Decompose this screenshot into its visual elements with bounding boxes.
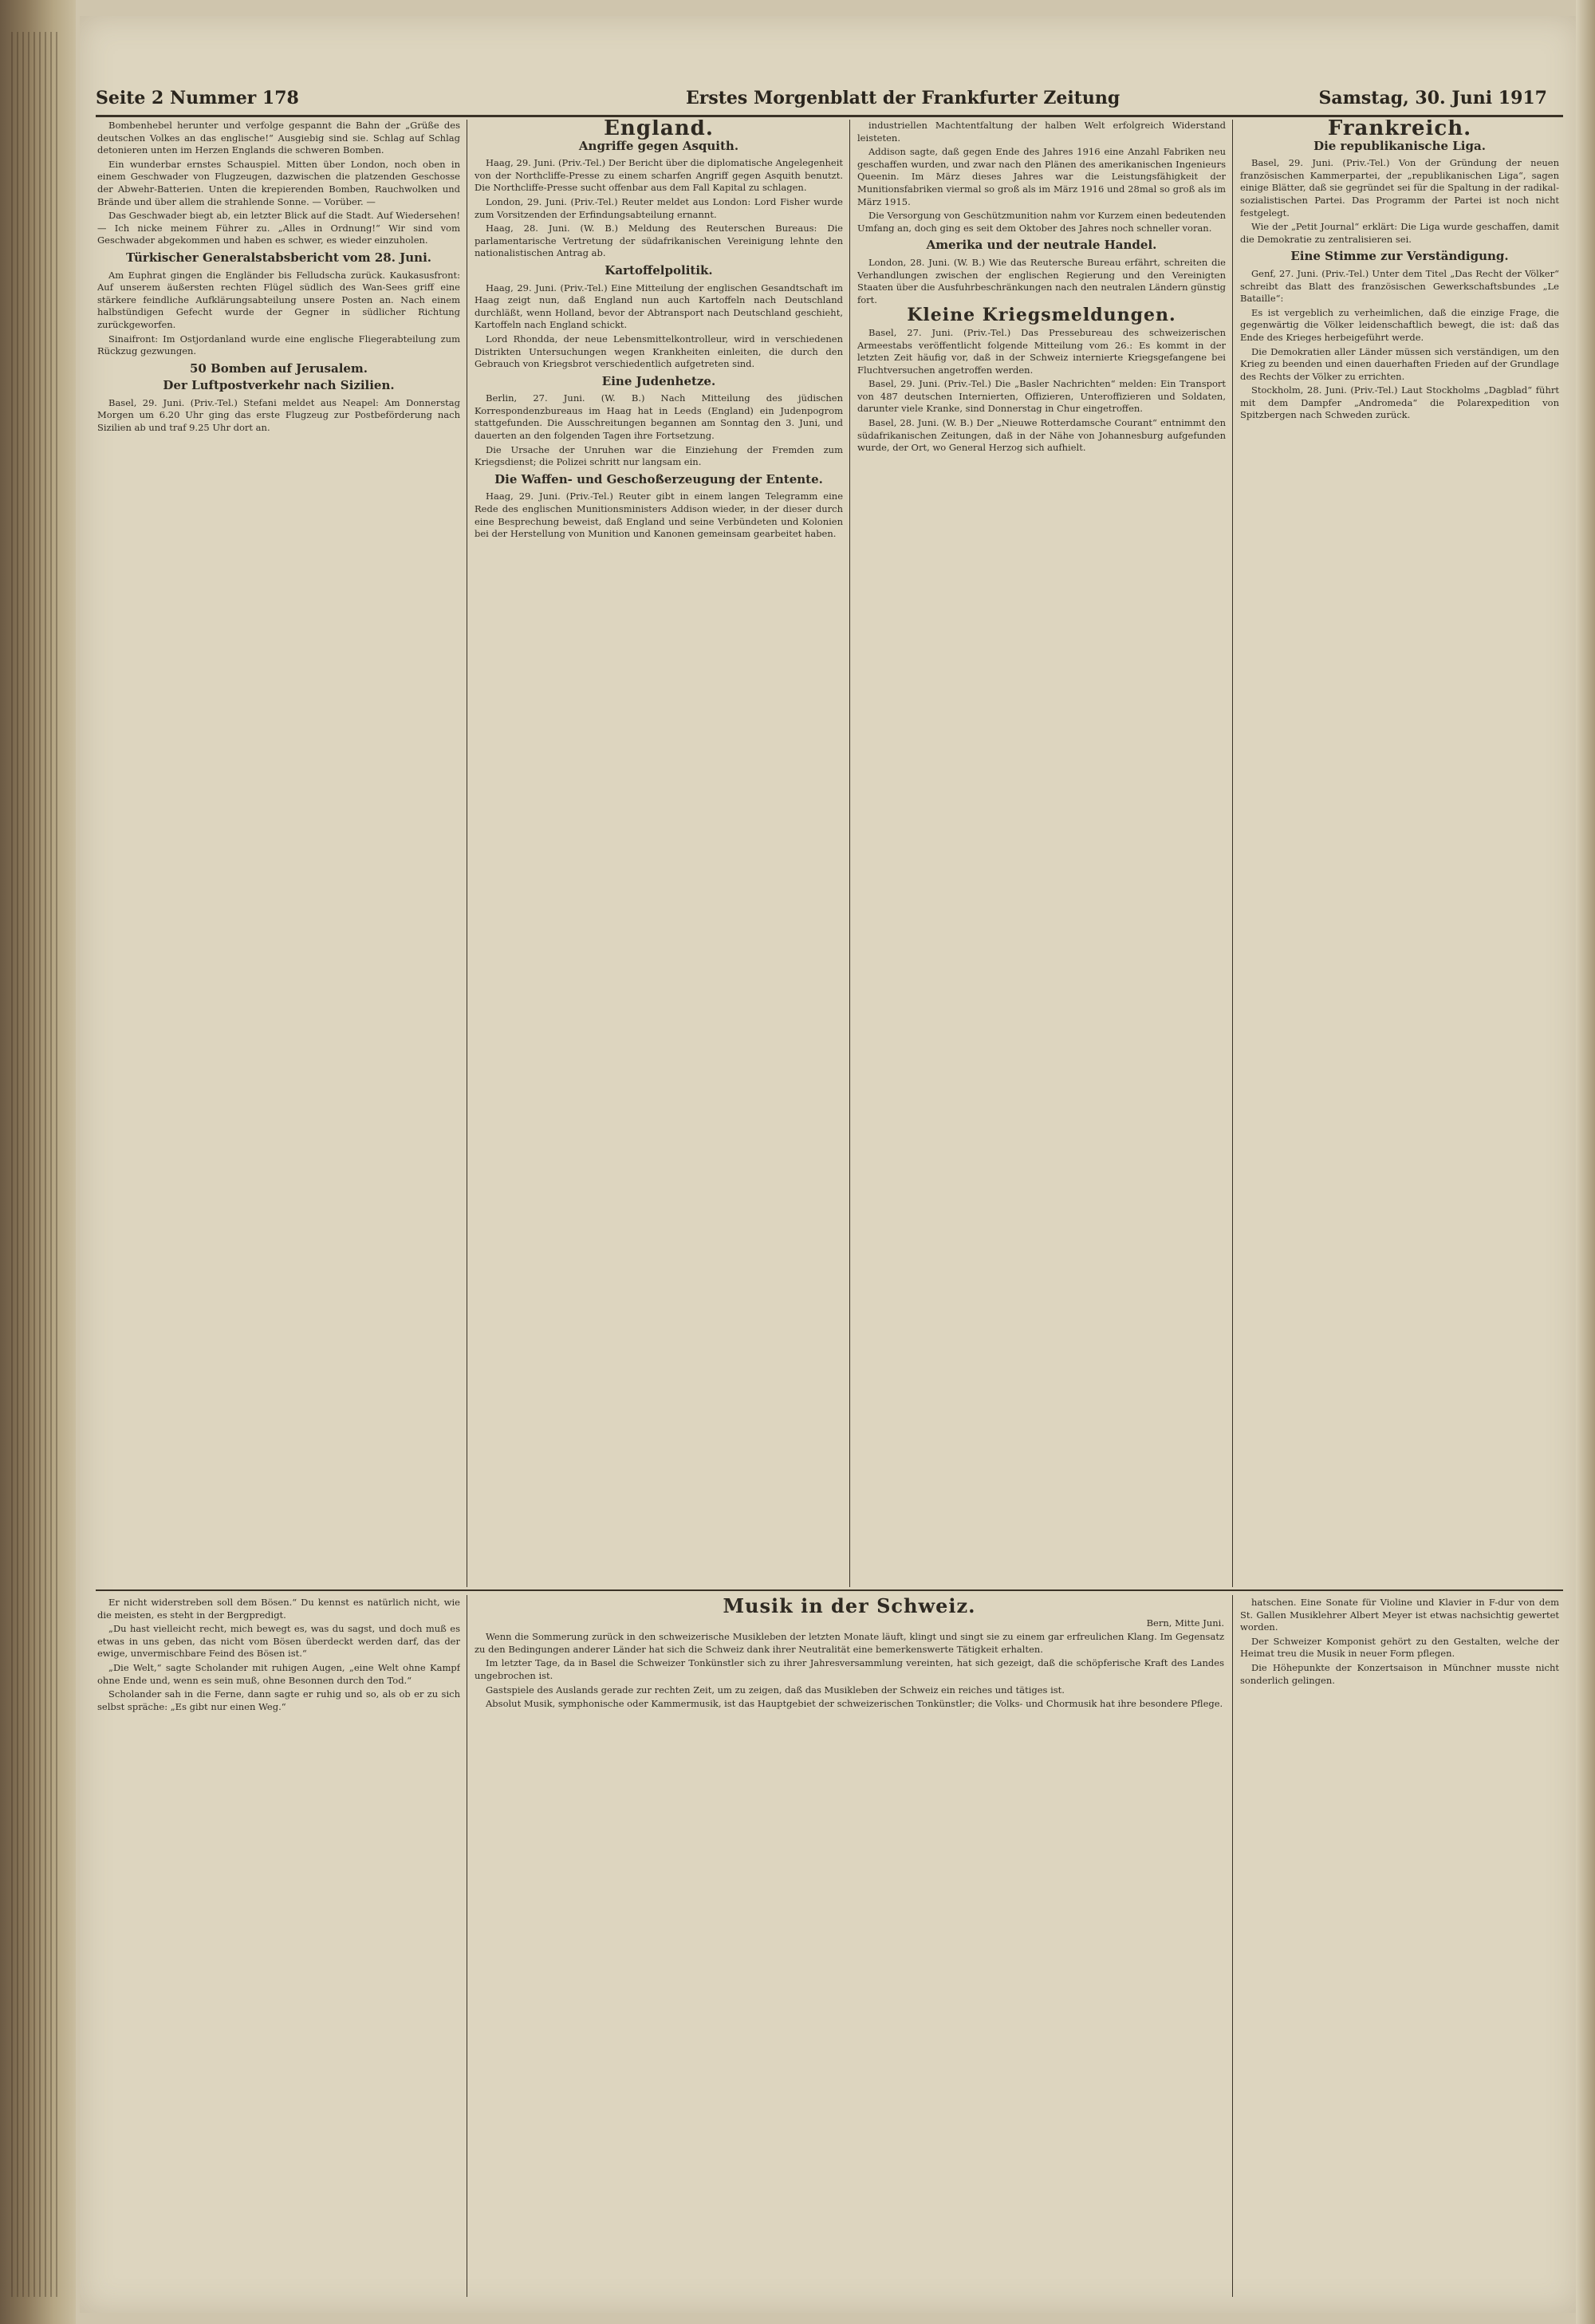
page-right-edge: [1576, 0, 1595, 2324]
article-headline: Eine Stimme zur Verständigung.: [1290, 249, 1509, 264]
column-divider: [1232, 120, 1233, 1587]
paragraph: Die Ursache der Unruhen war die Einziehung der Fremden zum Kriegsdienst; die Polizei schritt nur langsam ein.: [475, 443, 843, 468]
page-header: [96, 83, 1563, 112]
masthead: Erstes Morgenblatt der Frankfurter Zeitung: [686, 88, 1120, 108]
column-3: [857, 120, 1226, 1587]
paragraph: „Du hast vielleicht recht, mich bewegt es, was du sagst, und doch muß es etwas in uns geben, das nicht vom Bösen überdeckt werden darf, das der ewige, unvermischbare Feind des Bösen ist.“: [97, 1623, 460, 1660]
paragraph: Basel, 29. Juni. (Priv.-Tel.) Die „Basler Nachrichten“ melden: Ein Transport von 487 deutschen Internierten, Offizieren, Unteroffizieren und Soldaten, darunter viele Kranke, sind Donnerstag in Chur eingetroffen.: [857, 378, 1226, 415]
article-headline: Kartoffelpolitik.: [605, 262, 713, 278]
article-headline: Die republikanische Liga.: [1313, 138, 1486, 153]
header-rule: [96, 115, 1563, 117]
feuilleton-title: Musik in der Schweiz.: [723, 1597, 976, 1617]
article-headline: Angriffe gegen Asquith.: [578, 138, 739, 153]
column-1: [97, 120, 460, 1587]
section-title: Kleine Kriegsmeldungen.: [907, 305, 1176, 326]
paragraph: Der Schweizer Komponist gehört zu den Gestalten, welche der Heimat treu die Musik in neuer Form pflegen.: [1240, 1635, 1559, 1660]
paragraph: Bombenhebel herunter und verfolge gespannt die Bahn der „Grüße des deutschen Volkes an das englische!“ Ausgiebig sind sie. Schlag auf Schlag detonieren unten im Herzen Englands die schweren Bomben.: [97, 120, 460, 156]
paragraph: Basel, 29. Juni. (Priv.-Tel.) Von der Gründung der neuen französischen Kammerpartei, der „republikanischen Liga“, sagen einige Blätter, daß sie gegründet sei für die Spaltung in der radikal-sozialistischen Partei. Das Programm der Partei ist noch nicht festgelegt.: [1240, 157, 1559, 219]
paragraph: Haag, 28. Juni. (W. B.) Meldung des Reuterschen Bureaus: Die parlamentarische Vertretung der südafrikanischen Vereinigung lehnte den nationalistischen Antrag ab.: [475, 223, 843, 259]
paragraph: Haag, 29. Juni. (Priv.-Tel.) Der Bericht über die diplomatische Angelegenheit von der Northcliffe-Presse zu einem scharfen Angriff gegen Asquith benutzt. Die Northcliffe-Presse sucht offenbar aus dem Fall Kapital zu schlagen.: [475, 157, 843, 194]
page-number: Seite 2 Nummer 178: [96, 88, 299, 108]
paragraph: Basel, 29. Juni. (Priv.-Tel.) Stefani meldet aus Neapel: Am Donnerstag Morgen um 6.20 Uhr ging das erste Flugzeug zur Postbeförderung nach Sizilien ab und traf 9.25 Uhr dort an.: [97, 396, 460, 434]
paragraph: London, 28. Juni. (W. B.) Wie das Reutersche Bureau erfährt, schreiten die Verhandlungen zwischen der englischen Regierung und den Vereinigten Staaten über die Ausfuhrbeschränkungen nach den neutralen Ländern günstig fort.: [857, 256, 1226, 305]
paragraph: Haag, 29. Juni. (Priv.-Tel.) Eine Mitteilung der englischen Gesandtschaft im Haag zeigt nun, daß England nun auch Kartoffeln nach Deutschland durchläßt, wenn Holland, bevor der Abtransport nach Deutschland geschieht, Kartoffeln nach England schickt.: [475, 282, 843, 331]
paragraph: Es ist vergeblich zu verheimlichen, daß die einzige Frage, die gegenwärtig die Völker leidenschaftlich bewegt, die ist: daß das Ende des Krieges herbeigeführt werde.: [1240, 306, 1559, 343]
feuilleton-right: [1240, 1597, 1559, 2291]
article-headline: Der Luftpostverkehr nach Sizilien.: [163, 378, 395, 393]
paragraph: Gastspiele des Auslands gerade zur rechten Zeit, um zu zeigen, daß das Musikleben der Schweiz ein reiches und tätiges ist.: [486, 1684, 1065, 1696]
column-divider: [849, 120, 850, 1587]
paragraph: Sinaifront: Im Ostjordanland wurde eine englische Fliegerabteilung zum Rückzug gezwungen.: [97, 333, 460, 357]
paragraph: Basel, 27. Juni. (Priv.-Tel.) Das Pressebureau des schweizerischen Armeestabs veröffentlicht folgende Mitteilung vom 26.: Es kommt in der letzten Zeit häufig vor, daß in der Schweiz internierte Kriegsgefangene bei Fluchtversuchen angetroffen werden.: [857, 326, 1226, 376]
issue-date: Samstag, 30. Juni 1917: [1318, 88, 1547, 108]
feuilleton-music: [475, 1597, 1224, 2291]
article-headline: Die Waffen- und Geschoßerzeugung der Entente.: [494, 471, 823, 486]
paragraph: Die Demokratien aller Länder müssen sich verständigen, um den Krieg zu beenden und einen dauerhaften Frieden auf der Grundlage des Rechts der Völker zu errichten.: [1240, 345, 1559, 382]
paragraph: Wenn die Sommerung zurück in den schweizerische Musikleben der letzten Monate läuft, klingt und singt sie zu einem gar erfreulichen Klang. Im Gegensatz zu den Bedingungen anderer Länder hat sich die Schweiz dank ihrer Neutralität eine bemerkenswerte Tätigkeit erhalten.: [475, 1631, 1224, 1655]
column-divider: [1232, 1595, 1233, 2297]
paragraph: Am Euphrat gingen die Engländer bis Felludscha zurück. Kaukasusfront: Auf unserem äußersten rechten Flügel südlich des Wan-Sees griff eine stärkere feindliche Aufklärungsabteilung unsere Posten an. Nach einem halbstündigen Gefecht wurde der Gegner in südlicher Richtung zurückgeworfen.: [97, 269, 460, 330]
paragraph: Die Höhepunkte der Konzertsaison in Münchner musste nicht sonderlich gelingen.: [1240, 1661, 1559, 1686]
feuilleton-rule: [96, 1589, 1563, 1591]
paragraph: Wie der „Petit Journal“ erklärt: Die Liga wurde geschaffen, damit die Demokratie zu zentralisieren sei.: [1240, 221, 1559, 245]
paragraph: Das Geschwader biegt ab, ein letzter Blick auf die Stadt. Auf Wiedersehen! — Ich nicke meinem Führer zu. „Alles in Ordnung!“ Wir sind vom Geschwader abgekommen und haben es schwer, es wieder einzuholen.: [97, 210, 460, 246]
paragraph: Genf, 27. Juni. (Priv.-Tel.) Unter dem Titel „Das Recht der Völker“ schreibt das Blatt des französischen Gewerkschaftsbundes „Le Bataille“:: [1240, 267, 1559, 305]
column-4: [1240, 120, 1559, 1587]
paragraph: London, 29. Juni. (Priv.-Tel.) Reuter meldet aus London: Lord Fisher wurde zum Vorsitzenden der Erfindungsabteilung ernannt.: [475, 195, 843, 220]
column-2: [475, 120, 843, 1587]
paragraph: Addison sagte, daß gegen Ende des Jahres 1916 eine Anzahl Fabriken neu geschaffen wurden, und zwar nach den Plänen des amerikanischen Ingenieurs Queenin. Im März dieses Jahres war die Leistungsfähigkeit der Munitionsfabriken viermal so groß als im März 1916 und 28mal so groß als im März 1915.: [857, 146, 1226, 207]
paragraph: Im letzter Tage, da in Basel die Schweizer Tonkünstler sich zu ihrer Jahresversammlung vereinten, hat sich gezeigt, daß die schöpferische Kraft des Landes ungebrochen ist.: [475, 1657, 1224, 1681]
paragraph: Scholander sah in die Ferne, dann sagte er ruhig und so, als ob er zu sich selbst spräche: „Es gibt nur einen Weg.“: [97, 1688, 460, 1712]
paragraph: Berlin, 27. Juni. (W. B.) Nach Mitteilung des jüdischen Korrespondenzbureaus im Haag hat in Leeds (England) ein Judenpogrom stattgefunden. Die Ausschreitungen begannen am Sonntag den 3. Juni, und dauerten an den folgenden Tagen ihre Fortsetzung.: [475, 392, 843, 442]
section-title: Frankreich.: [1327, 120, 1472, 140]
paragraph: industriellen Machtentfaltung der halben Welt erfolgreich Widerstand leisteten.: [857, 120, 1226, 144]
article-headline: Eine Judenhetze.: [601, 373, 716, 388]
paragraph: Die Versorgung von Geschützmunition nahm vor Kurzem einen bedeutenden Umfang an, doch ging es seit dem Oktober des Jahres noch schneller voran.: [857, 210, 1226, 234]
book-binding: [0, 0, 76, 2324]
paragraph: Er nicht widerstreben soll dem Bösen.“ Du kennst es natürlich nicht, wie die meisten, es steht in der Bergpredigt.: [97, 1597, 460, 1621]
feuilleton-left: [97, 1597, 460, 2291]
paragraph: „Die Welt,“ sagte Scholander mit ruhigen Augen, „eine Welt ohne Kampf ohne Ende und, wenn es sein muß, ohne Besonnen durch den Tod.“: [97, 1661, 460, 1686]
paragraph: Lord Rhondda, der neue Lebensmittelkontrolleur, wird in verschiedenen Distrikten Untersuchungen wegen Krankheiten einleiten, die durch den Gebrauch von Kriegsbrot verschiedentlich aufgetreten sind.: [475, 333, 843, 370]
article-headline: Türkischer Generalstabsbericht vom 28. Juni.: [126, 250, 431, 265]
byline: Bern, Mitte Juni.: [1146, 1617, 1224, 1629]
article-headline: 50 Bomben auf Jerusalem.: [189, 360, 368, 376]
paragraph: Ein wunderbar ernstes Schauspiel. Mitten über London, noch oben in einem Geschwader von Flugzeugen, dazwischen die platzenden Geschosse der Abwehr-Batterien. Unten die krepierenden Bomben, Rauchwolken und Brände und über allem die strahlende Sonne. — Vorüber. —: [97, 158, 460, 207]
paragraph: Basel, 28. Juni. (W. B.) Der „Nieuwe Rotterdamsche Courant“ entnimmt den südafrikanischen Zeitungen, daß in der Nähe von Johannesburg aufgefunden wurde, der Ort, wo General Herzog sich aufhielt.: [857, 417, 1226, 454]
page-edges: [11, 32, 59, 2297]
paragraph: hatschen. Eine Sonate für Violine und Klavier in F-dur von dem St. Gallen Musiklehrer Albert Meyer ist etwas nachsichtig gewertet worden.: [1240, 1597, 1559, 1633]
section-title: England.: [604, 120, 714, 140]
paragraph: Absolut Musik, symphonische oder Kammermusik, ist das Hauptgebiet der schweizerischen Tonkünstler; die Volks- und Chormusik hat ihre besondere Pflege.: [486, 1698, 1223, 1710]
article-headline: Amerika und der neutrale Handel.: [926, 238, 1157, 253]
paragraph: Haag, 29. Juni. (Priv.-Tel.) Reuter gibt in einem langen Telegramm eine Rede des englischen Munitionsministers Addison wieder, in der dieser durch eine Besprechung beweist, daß England und seine Verbündeten und Kolonien bei der Herstellung von Munition und Kanonen gemeinsam gearbeitet haben.: [475, 490, 843, 540]
paragraph: Stockholm, 28. Juni. (Priv.-Tel.) Laut Stockholms „Dagblad“ führt mit dem Dampfer „Andromeda“ die Polarexpedition von Spitzbergen nach Schweden zurück.: [1240, 384, 1559, 421]
